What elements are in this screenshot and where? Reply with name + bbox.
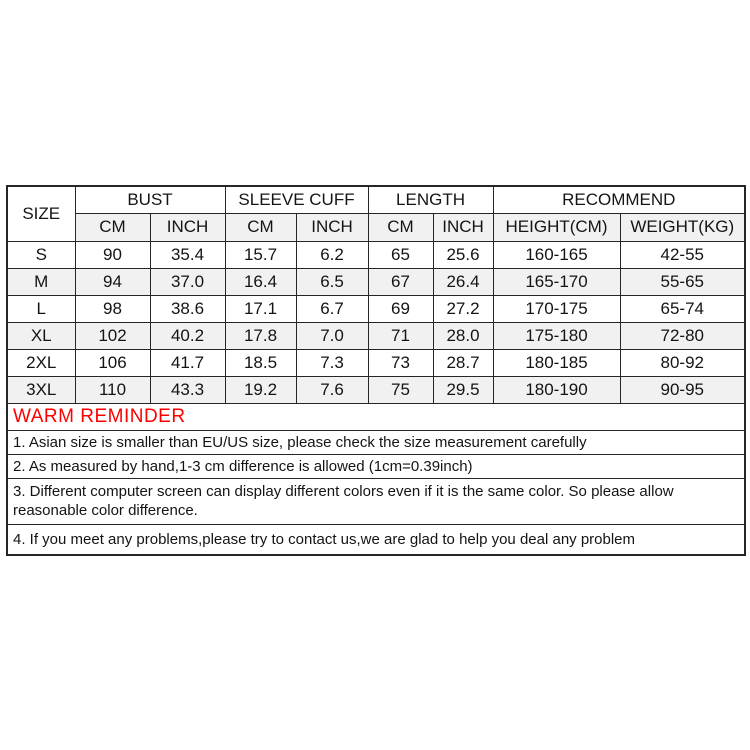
reminder-note-row — [7, 454, 745, 478]
bust-inch-cell: 41.7 — [150, 349, 225, 376]
table-row-m — [7, 268, 745, 295]
length-inch-cell: 27.2 — [433, 295, 493, 322]
subheader-length-inch: INCH — [433, 213, 493, 241]
weight-cell: 72-80 — [620, 322, 745, 349]
reminder-note-2: 2. As measured by hand,1-3 cm difference is allowed (1cm=0.39inch) — [7, 454, 745, 478]
header-recommend: RECOMMEND — [493, 186, 745, 213]
weight-cell: 42-55 — [620, 241, 745, 268]
bust-inch-cell: 43.3 — [150, 376, 225, 403]
cuff-cm-cell: 19.2 — [225, 376, 296, 403]
bust-cm-cell: 110 — [75, 376, 150, 403]
size-cell: 2XL — [7, 349, 75, 376]
bust-inch-cell: 35.4 — [150, 241, 225, 268]
subheader-bust-inch: INCH — [150, 213, 225, 241]
bust-inch-cell: 38.6 — [150, 295, 225, 322]
height-cell: 175-180 — [493, 322, 620, 349]
table-row-s — [7, 241, 745, 268]
height-cell: 180-190 — [493, 376, 620, 403]
reminder-note-3: 3. Different computer screen can display different colors even if it is the same color. So please allow reasonable color difference. — [7, 478, 745, 524]
table-row-3xl — [7, 376, 745, 403]
subheader-height: HEIGHT(CM) — [493, 213, 620, 241]
height-cell: 180-185 — [493, 349, 620, 376]
cuff-inch-cell: 6.5 — [296, 268, 368, 295]
length-inch-cell: 29.5 — [433, 376, 493, 403]
subheader-row — [7, 213, 745, 241]
subheader-length-cm: CM — [368, 213, 433, 241]
size-cell: M — [7, 268, 75, 295]
height-cell: 160-165 — [493, 241, 620, 268]
bust-cm-cell: 98 — [75, 295, 150, 322]
header-group-row — [7, 186, 745, 213]
table-row-xl — [7, 322, 745, 349]
length-inch-cell: 26.4 — [433, 268, 493, 295]
height-cell: 165-170 — [493, 268, 620, 295]
cuff-inch-cell: 6.2 — [296, 241, 368, 268]
cuff-cm-cell: 15.7 — [225, 241, 296, 268]
size-cell: S — [7, 241, 75, 268]
size-chart-table — [6, 185, 746, 556]
reminder-note-row — [7, 430, 745, 454]
cuff-cm-cell: 16.4 — [225, 268, 296, 295]
subheader-cuff-cm: CM — [225, 213, 296, 241]
reminder-note-4: 4. If you meet any problems,please try to contact us,we are glad to help you deal any problem — [7, 524, 745, 555]
bust-cm-cell: 102 — [75, 322, 150, 349]
cuff-cm-cell: 17.1 — [225, 295, 296, 322]
table-row-l — [7, 295, 745, 322]
cuff-inch-cell: 7.0 — [296, 322, 368, 349]
size-cell: 3XL — [7, 376, 75, 403]
height-cell: 170-175 — [493, 295, 620, 322]
length-cm-cell: 67 — [368, 268, 433, 295]
weight-cell: 90-95 — [620, 376, 745, 403]
header-sleeve-cuff: SLEEVE CUFF — [225, 186, 368, 213]
reminder-note-1: 1. Asian size is smaller than EU/US size, please check the size measurement carefully — [7, 430, 745, 454]
length-cm-cell: 65 — [368, 241, 433, 268]
bust-cm-cell: 106 — [75, 349, 150, 376]
size-cell: XL — [7, 322, 75, 349]
bust-cm-cell: 90 — [75, 241, 150, 268]
warm-reminder-title: WARM REMINDER — [7, 403, 745, 430]
cuff-inch-cell: 7.3 — [296, 349, 368, 376]
subheader-cuff-inch: INCH — [296, 213, 368, 241]
weight-cell: 65-74 — [620, 295, 745, 322]
cuff-inch-cell: 7.6 — [296, 376, 368, 403]
bust-cm-cell: 94 — [75, 268, 150, 295]
subheader-bust-cm: CM — [75, 213, 150, 241]
header-bust: BUST — [75, 186, 225, 213]
bust-inch-cell: 37.0 — [150, 268, 225, 295]
length-cm-cell: 71 — [368, 322, 433, 349]
table-row-2xl — [7, 349, 745, 376]
reminder-note-row — [7, 524, 745, 555]
length-inch-cell: 28.7 — [433, 349, 493, 376]
length-cm-cell: 75 — [368, 376, 433, 403]
weight-cell: 80-92 — [620, 349, 745, 376]
size-cell: L — [7, 295, 75, 322]
weight-cell: 55-65 — [620, 268, 745, 295]
length-cm-cell: 69 — [368, 295, 433, 322]
cuff-cm-cell: 18.5 — [225, 349, 296, 376]
reminder-note-row — [7, 478, 745, 524]
size-chart-sheet — [6, 185, 744, 556]
cuff-inch-cell: 6.7 — [296, 295, 368, 322]
length-inch-cell: 28.0 — [433, 322, 493, 349]
subheader-weight: WEIGHT(KG) — [620, 213, 745, 241]
length-cm-cell: 73 — [368, 349, 433, 376]
length-inch-cell: 25.6 — [433, 241, 493, 268]
bust-inch-cell: 40.2 — [150, 322, 225, 349]
cuff-cm-cell: 17.8 — [225, 322, 296, 349]
warm-reminder-row — [7, 403, 745, 430]
header-size: SIZE — [7, 186, 75, 241]
header-length: LENGTH — [368, 186, 493, 213]
